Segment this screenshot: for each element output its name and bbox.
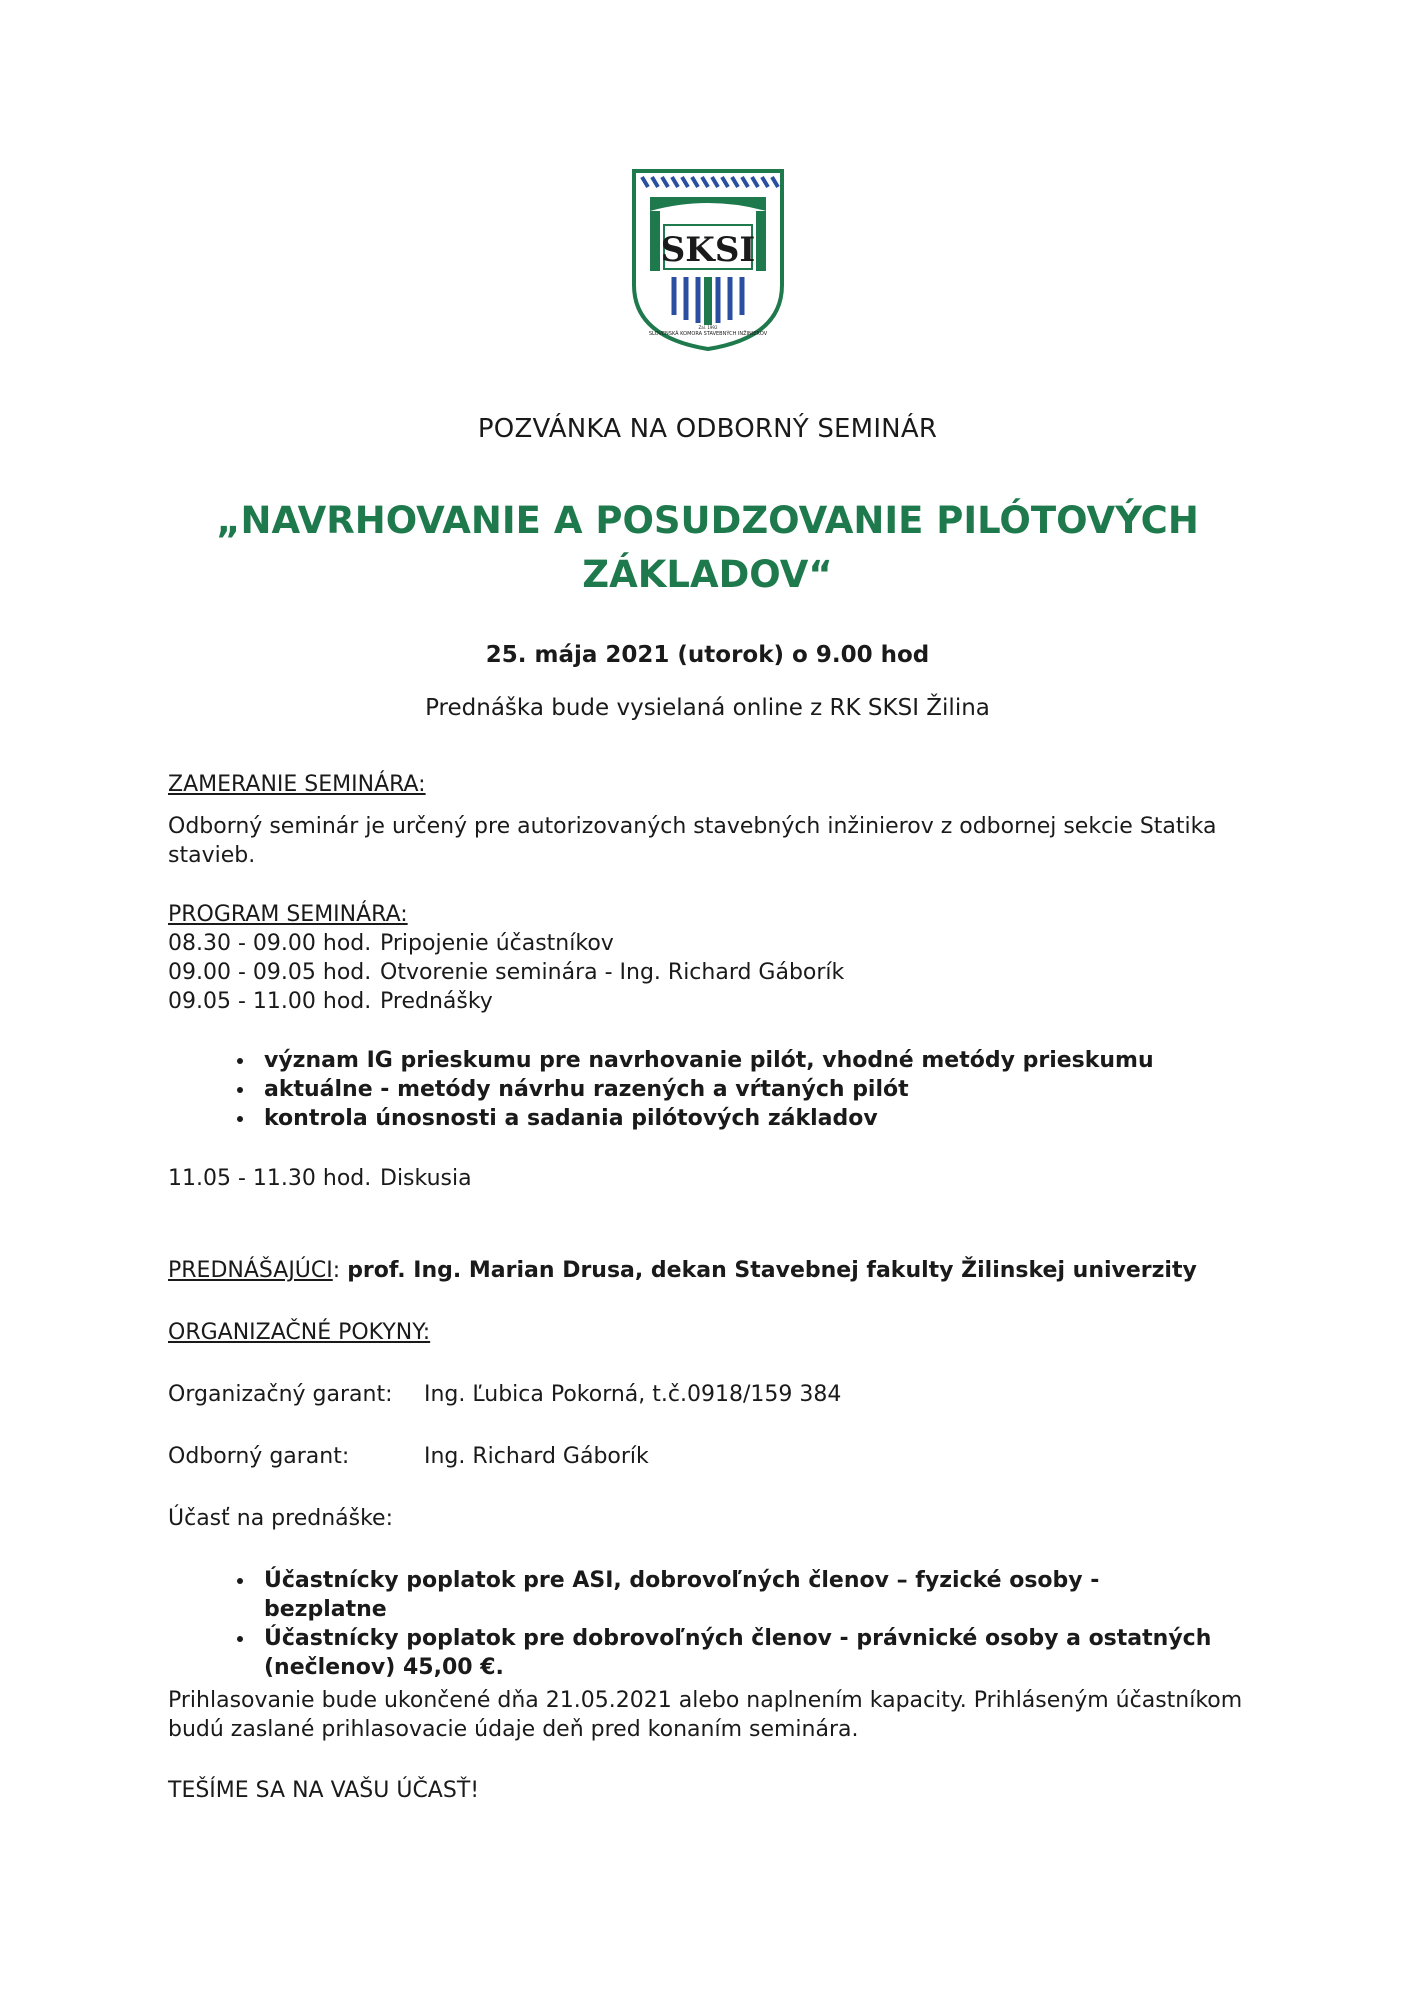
fee-item: • Účastnícky poplatok pre ASI, dobrovoľných členov – fyzické osoby - bezplatne [256, 1566, 1228, 1624]
program-label: Prednášky [380, 989, 493, 1014]
logo-year: Zal. 1992 [698, 325, 718, 330]
program-heading: PROGRAM SEMINÁRA: [168, 902, 408, 927]
logo-ring-text: SLOVENSKÁ KOMORA STAVEBNÝCH INŽINIEROV [648, 331, 768, 337]
program-item [168, 987, 1278, 1016]
program-time: 08.30 - 09.00 hod. [168, 931, 372, 956]
org-guarantor-value: Ing. Ľubica Pokorná, t.č.0918/159 384 [424, 1382, 842, 1407]
fees-list [168, 1566, 1228, 1682]
program-label: Otvorenie seminára - Ing. Richard Gáborík [380, 960, 845, 985]
fee-item: • Účastnícky poplatok pre dobrovoľných členov - právnické osoby a ostatných (nečlenov) 45,00 €. [256, 1624, 1228, 1682]
org-guarantor-label: Organizačný garant: [168, 1382, 393, 1407]
stream-info: Prednáška bude vysielaná online z RK SKSI Žilina [425, 695, 990, 721]
topic-item: • kontrola únosnosti a sadania pilótových základov [256, 1104, 1278, 1133]
seminar-title [0, 494, 1415, 602]
expert-guarantor-label: Odborný garant: [168, 1444, 350, 1469]
program-label: Pripojenie účastníkov [380, 931, 614, 956]
title-line-1: „NAVRHOVANIE A POSUDZOVANIE PILÓTOVÝCH [216, 499, 1199, 542]
title-line-2: ZÁKLADOV“ [582, 553, 833, 596]
focus-text: Odborný seminár je určený pre autorizovaných stavebných inžinierov z odbornej sekcie Statika stavieb. [168, 814, 1217, 868]
program-list [168, 929, 1278, 1016]
focus-heading: ZAMERANIE SEMINÁRA: [168, 772, 426, 797]
program-item [168, 958, 1278, 987]
program-item [168, 929, 1278, 958]
logo-text: SKSI [660, 230, 756, 270]
topic-item: • aktuálne - metódy návrhu razených a vŕtaných pilót [256, 1075, 1278, 1104]
discussion-row [168, 1164, 1278, 1193]
speaker-name: prof. Ing. Marian Drusa, dekan Stavebnej fakulty Žilinskej univerzity [347, 1258, 1197, 1283]
discussion-time: 11.05 - 11.30 hod. [168, 1166, 372, 1191]
participation-label: Účasť na prednáške: [168, 1506, 393, 1531]
program-time: 09.00 - 09.05 hod. [168, 960, 372, 985]
topics-list [168, 1046, 1278, 1133]
seminar-subtitle: POZVÁNKA NA ODBORNÝ SEMINÁR [477, 414, 938, 444]
speaker-row [168, 1256, 1278, 1285]
expert-guarantor-value: Ing. Richard Gáborík [424, 1444, 649, 1469]
closing-line: TEŠÍME SA NA VAŠU ÚČASŤ! [168, 1778, 480, 1803]
speaker-colon: : [332, 1258, 341, 1283]
speaker-label: PREDNÁŠAJÚCI [168, 1258, 333, 1283]
registration-note: Prihlasovanie bude ukončené dňa 21.05.2021 alebo naplnením kapacity. Prihláseným účastníkom budú zaslané prihlasovacie údaje deň pred konaním seminára. [168, 1688, 1243, 1742]
topic-item: • význam IG prieskumu pre navrhovanie pilót, vhodné metódy prieskumu [256, 1046, 1278, 1075]
discussion-label: Diskusia [380, 1166, 472, 1191]
seminar-date: 25. mája 2021 (utorok) o 9.00 hod [485, 642, 930, 668]
org-heading: ORGANIZAČNÉ POKYNY: [168, 1320, 431, 1345]
sksi-logo [628, 165, 788, 353]
program-time: 09.05 - 11.00 hod. [168, 989, 372, 1014]
